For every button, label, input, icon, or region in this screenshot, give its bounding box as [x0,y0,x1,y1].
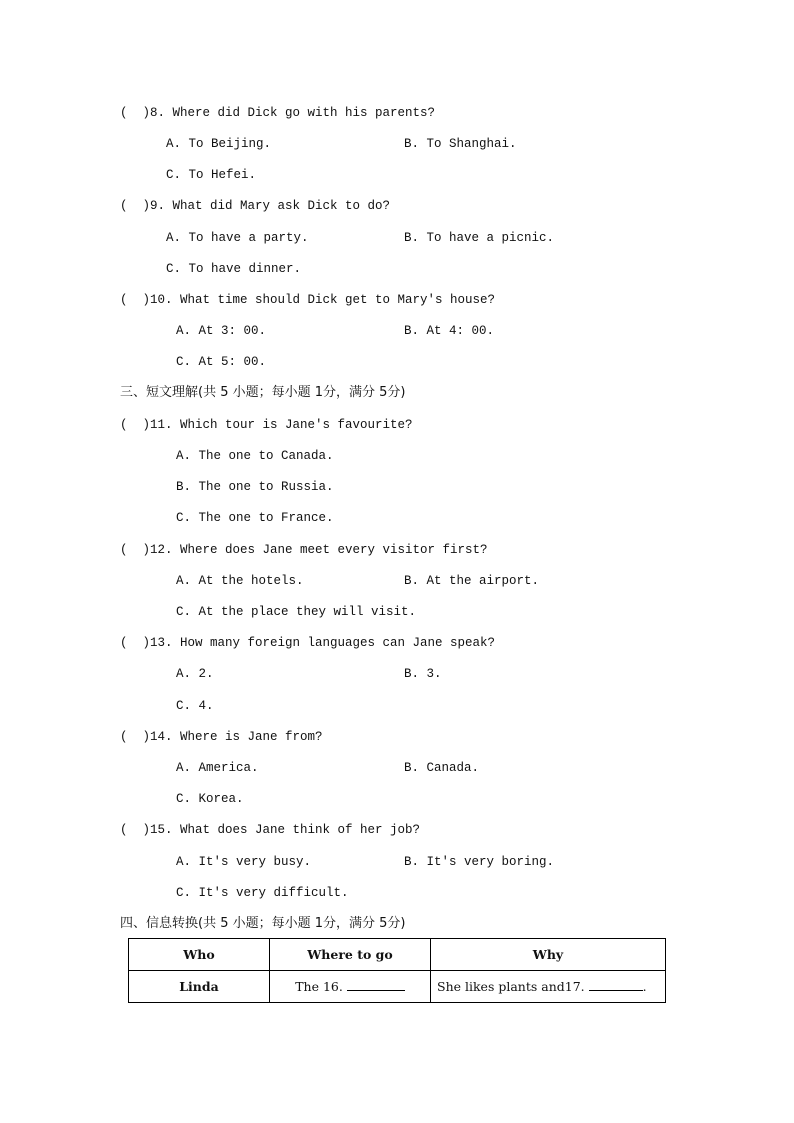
question-11-option-c: C. The one to France. [176,511,334,525]
question-10-stem: ( )10. What time should Dick get to Mary's house? [120,293,496,307]
question-9-option-a: A. To have a party. [166,231,309,245]
question-9-stem: ( )9. What did Mary ask Dick to do? [120,199,391,213]
question-9-option-c: C. To have dinner. [166,262,302,276]
question-10-option-a: A. At 3: 00. [176,324,267,338]
question-8-option-b: B. To Shanghai. [404,137,517,151]
question-9-option-b: B. To have a picnic. [404,231,555,245]
info-table [128,938,666,1003]
question-8-option-c: C. To Hefei. [166,168,257,182]
question-10-option-b: B. At 4: 00. [404,324,495,338]
question-15-option-a: A. It's very busy. [176,855,312,869]
header-why: Why [431,939,666,971]
question-12-option-b: B. At the airport. [404,574,540,588]
question-15-stem: ( )15. What does Jane think of her job? [120,823,421,837]
question-13-option-b: B. 3. [404,667,442,681]
section-4-title: 四、信息转换(共 5 小题；每小题 1分，满分 5分) [120,916,406,931]
table-header-row [129,939,666,971]
where-prefix: The 16. [295,979,343,994]
question-13-stem: ( )13. How many foreign languages can Jane speak? [120,636,496,650]
question-14-option-a: A. America. [176,761,259,775]
table-row [129,971,666,1003]
question-10-option-c: C. At 5: 00. [176,355,267,369]
header-who: Who [129,939,270,971]
question-11-option-b: B. The one to Russia. [176,480,334,494]
why-prefix: She likes plants and17. [437,979,585,994]
question-8-option-a: A. To Beijing. [166,137,272,151]
question-11-stem: ( )11. Which tour is Jane's favourite? [120,418,413,432]
cell-who: Linda [129,971,270,1003]
question-14-option-c: C. Korea. [176,792,244,806]
question-8-stem: ( )8. Where did Dick go with his parents? [120,106,436,120]
answer-blank-17[interactable] [589,980,643,991]
cell-where [270,971,431,1003]
cell-why [431,971,666,1003]
question-11-option-a: A. The one to Canada. [176,449,334,463]
section-3-title: 三、短文理解(共 5 小题；每小题 1分，满分 5分) [120,385,406,400]
header-where: Where to go [270,939,431,971]
answer-blank-16[interactable] [347,980,405,991]
why-suffix: . [642,979,647,994]
question-13-option-a: A. 2. [176,667,214,681]
question-14-stem: ( )14. Where is Jane from? [120,730,323,744]
question-15-option-c: C. It's very difficult. [176,886,349,900]
question-13-option-c: C. 4. [176,699,214,713]
question-12-option-a: A. At the hotels. [176,574,304,588]
question-12-option-c: C. At the place they will visit. [176,605,417,619]
question-12-stem: ( )12. Where does Jane meet every visitor first? [120,543,488,557]
question-15-option-b: B. It's very boring. [404,855,555,869]
question-14-option-b: B. Canada. [404,761,480,775]
